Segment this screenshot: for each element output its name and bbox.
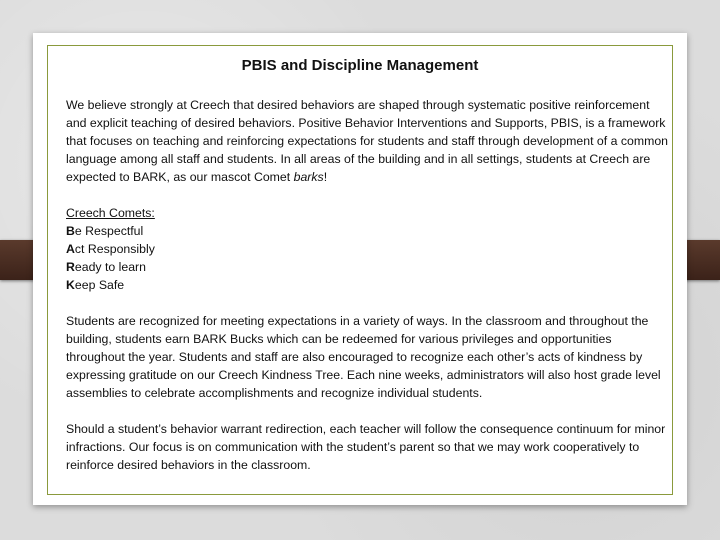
comets-item-be-respectful: Be Respectful: [66, 224, 144, 238]
comets-item-ready-to-learn: Ready to learn: [66, 260, 146, 274]
comets-heading: Creech Comets:: [66, 206, 155, 220]
document-body: [66, 96, 669, 474]
intro-paragraph: [66, 96, 669, 186]
document-page: [33, 33, 687, 505]
recognition-paragraph: Students are recognized for meeting expectations in a variety of ways. In the classroom and throughout the building, students earn BARK Bucks which can be redeemed for various privileges and opportunities throughout the year. Students and staff are also encouraged to recognize each other’s acts of kindness by expressing gratitude on our Creech Kindness Tree. Each nine weeks, administrators will also host grade level assemblies to celebrate accomplishments and recognize individual students.: [66, 314, 661, 400]
redirection-paragraph: Should a student’s behavior warrant redirection, each teacher will follow the consequence continuum for minor infractions. Our focus is on communication with the student’s parent so that we may work cooperatively to reinforce desired behaviors in the classroom.: [66, 422, 666, 472]
intro-text: We believe strongly at Creech that desired behaviors are shaped through systematic positive reinforcement and explicit teaching of desired behaviors. Positive Behavior Interventions and Supports, PBIS, is a framework that focuses on teaching and reinforcing expectations for students and staff through development of a common language among all staff and students. In all areas of the building and in all settings, students at Creech are expected to BARK, as our mascot Comet: [66, 98, 669, 184]
intro-italic-word: barks: [293, 170, 324, 184]
comets-item-act-responsibly: Act Responsibly: [66, 242, 155, 256]
intro-end: !: [323, 170, 328, 184]
page-title: PBIS and Discipline Management: [241, 57, 479, 74]
comets-item-keep-safe: Keep Safe: [66, 278, 125, 292]
